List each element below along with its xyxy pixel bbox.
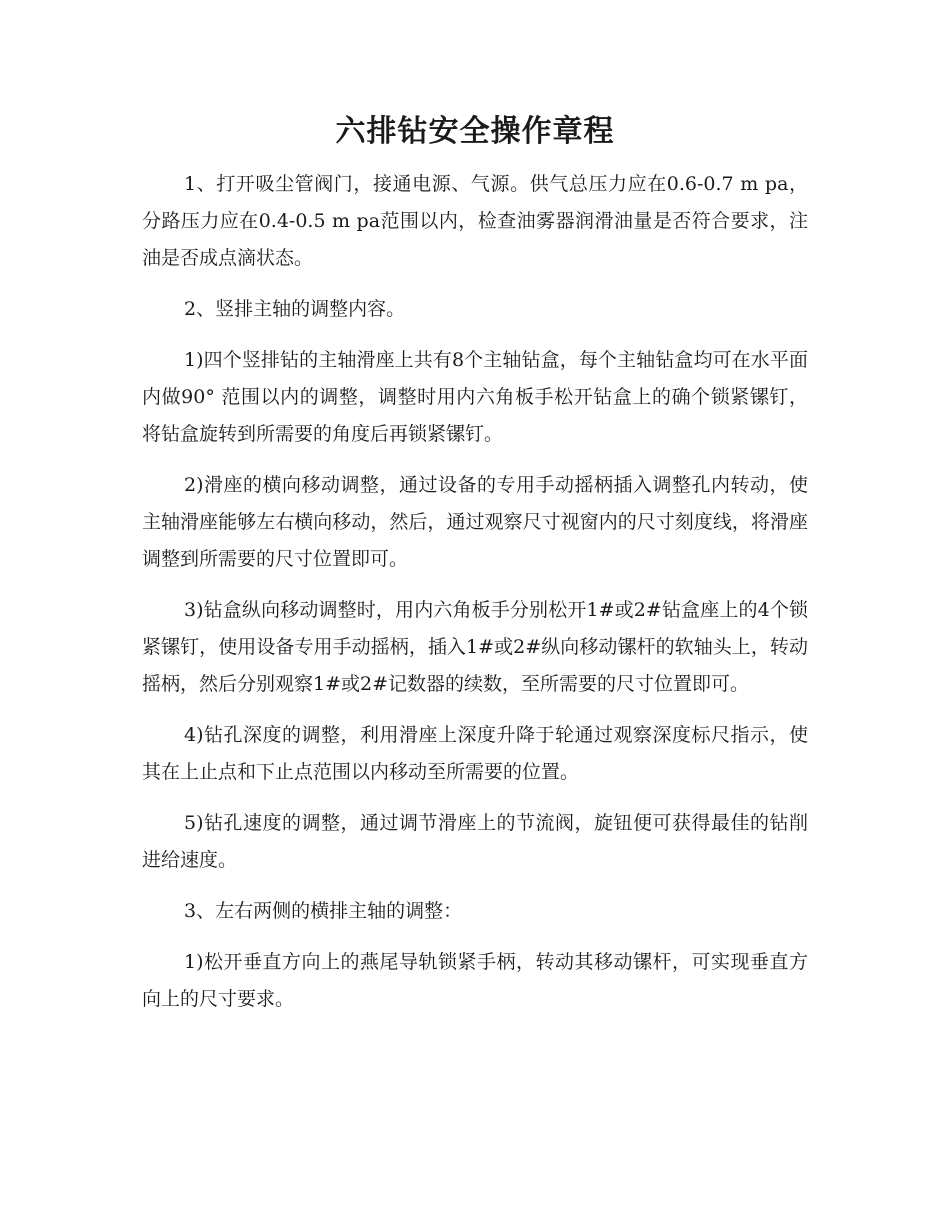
paragraph-6: 4)钻孔深度的调整，利用滑座上深度升降于轮通过观察深度标尺指示，使其在上止点和下止点范围以内移动至所需要的位置。 xyxy=(142,724,808,783)
paragraph-7: 5)钻孔速度的调整，通过调节滑座上的节流阀，旋钮便可获得最佳的钻削进给速度。 xyxy=(142,812,808,871)
document-title: 六排钻安全操作章程 xyxy=(335,114,615,149)
paragraph-8: 3、左右两侧的横排主轴的调整： xyxy=(184,900,463,922)
paragraph-5: 3)钻盒纵向移动调整时，用内六角板手分别松开1#或2#钻盒座上的4个锁紧镙钉，使用设备专用手动摇柄，插入1#或2#纵向移动镙杆的软轴头上，转动摇柄，然后分别观察1#或2#记数器的续数，至所需要的尺寸位置即可。 xyxy=(142,599,808,695)
paragraph-2: 2、竖排主轴的调整内容。 xyxy=(184,298,406,320)
paragraph-1: 1、打开吸尘管阀门，接通电源、气源。供气总压力应在0.6-0.7 m pa，分路压力应在0.4-0.5 m pa范围以内，检查油雾器润滑油量是否符合要求，注油是否成点滴状态。 xyxy=(142,173,808,269)
paragraph-3: 1)四个竖排钻的主轴滑座上共有8个主轴钻盒，每个主轴钻盒均可在水平面内做90° 范围以内的调整，调整时用内六角板手松开钻盒上的确个锁紧镙钉，将钻盒旋转到所需要的角度后再锁紧镙钉。 xyxy=(142,349,808,445)
paragraph-9: 1)松开垂直方向上的燕尾导轨锁紧手柄，转动其移动镙杆，可实现垂直方向上的尺寸要求。 xyxy=(142,951,808,1010)
paragraph-4: 2)滑座的横向移动调整，通过设备的专用手动摇柄插入调整孔内转动，使主轴滑座能够左右横向移动，然后，通过观察尺寸视窗内的尺寸刻度线，将滑座调整到所需要的尺寸位置即可。 xyxy=(142,474,808,570)
document-body xyxy=(142,166,808,1032)
